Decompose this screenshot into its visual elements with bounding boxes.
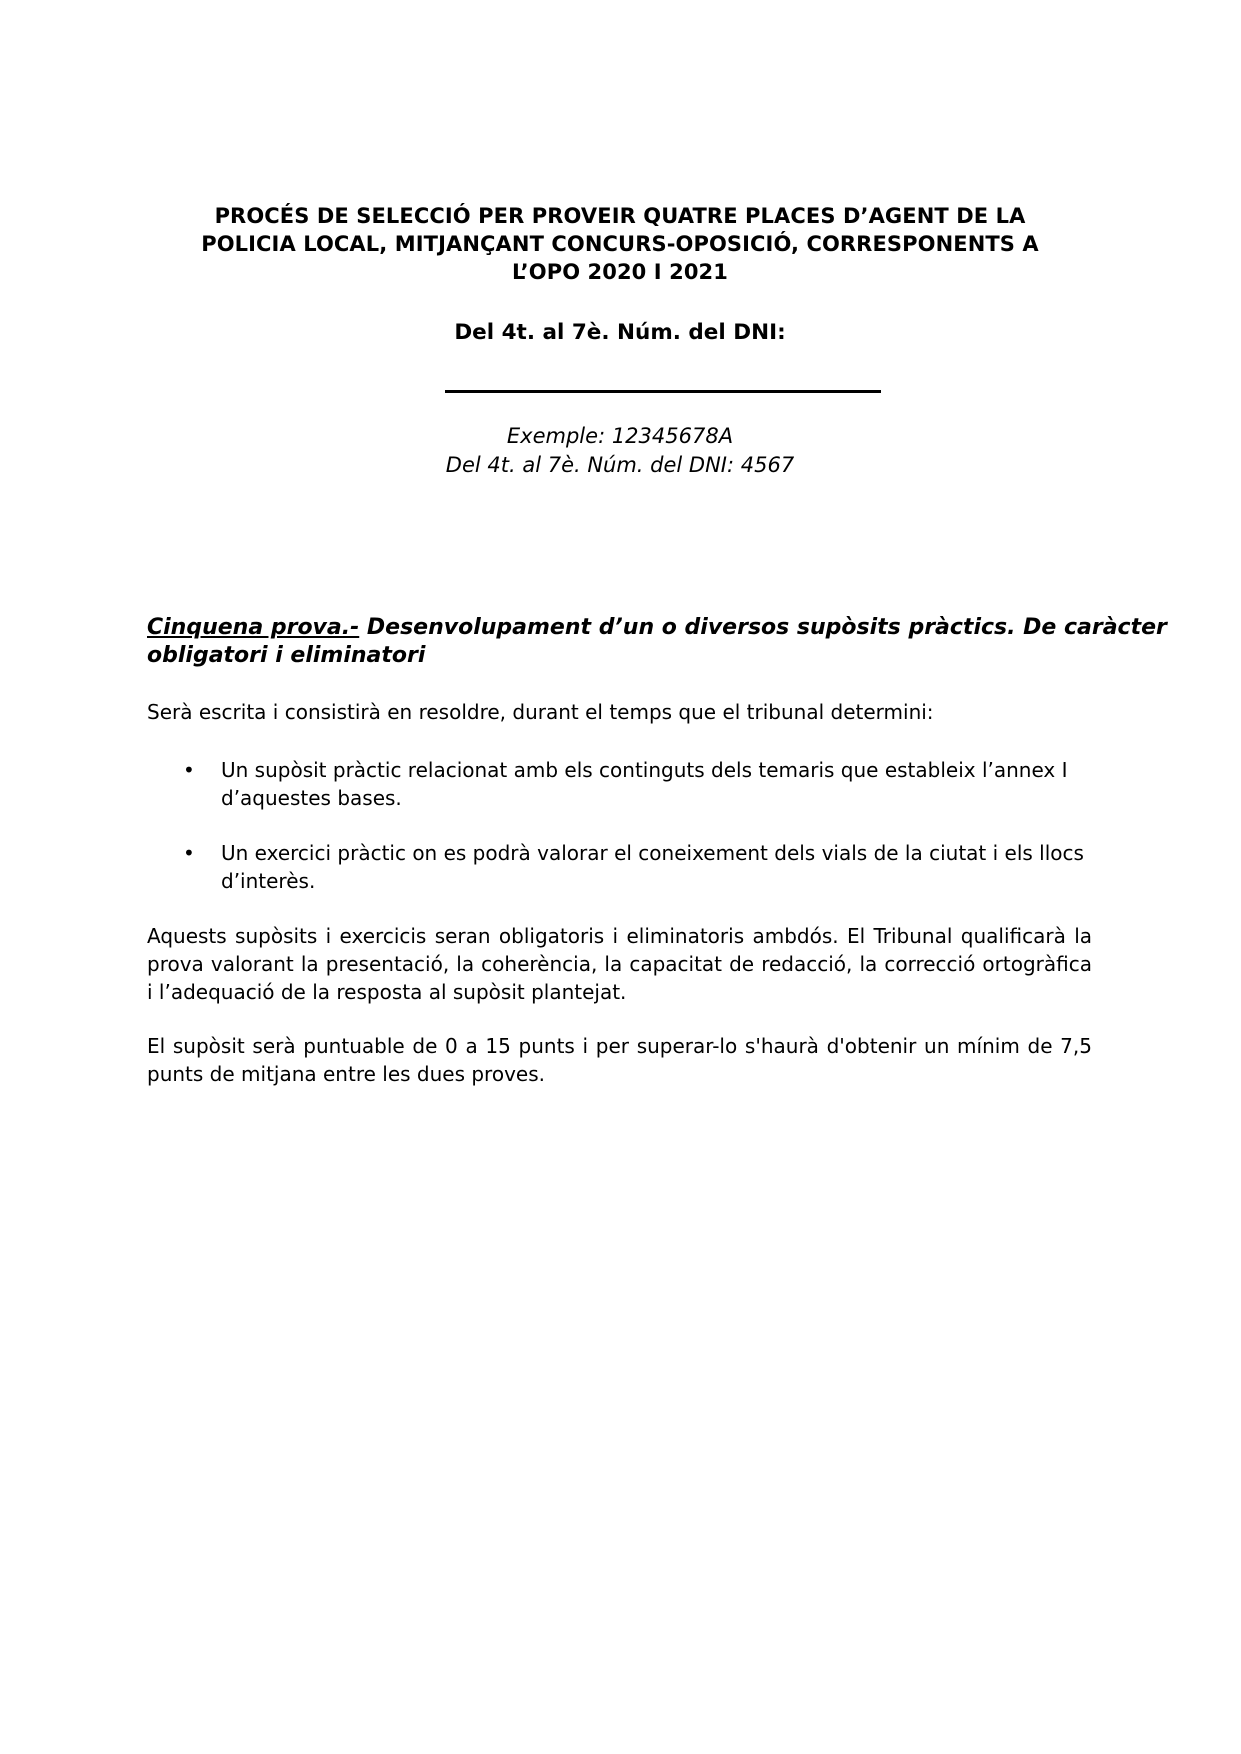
dni-example — [190, 422, 1050, 480]
section-heading-text: Desenvolupament d’un o diversos supòsits pràctics. De caràcter — [359, 615, 1167, 640]
dni-blank-line — [445, 390, 881, 393]
paragraph-line: i l’adequació de la resposta al supòsit plantejat. — [147, 980, 627, 1004]
list-item-line-1: Un supòsit pràctic relacionat amb els continguts dels temaris que estableix l’annex I — [221, 758, 1068, 782]
paragraph-line: Aquests supòsits i exercicis seran obligatoris i eliminatoris ambdós. El Tribunal qualificarà la — [147, 924, 1092, 948]
evaluation-paragraph — [147, 922, 1092, 1006]
example-line-2: Del 4t. al 7è. Núm. del DNI: 4567 — [445, 453, 795, 477]
scoring-paragraph — [147, 1032, 1092, 1088]
intro-paragraph: Serà escrita i consistirà en resoldre, durant el temps que el tribunal determini: — [147, 700, 934, 724]
bullet-icon: • — [183, 841, 195, 865]
example-line-1: Exemple: 12345678A — [506, 424, 734, 448]
dni-heading: Del 4t. al 7è. Núm. del DNI: — [454, 320, 786, 345]
section-heading-line-2: obligatori i eliminatori — [147, 643, 426, 668]
paragraph-line: prova valorant la presentació, la coherència, la capacitat de redacció, la correcció ortogràfica — [147, 952, 1092, 976]
title-line-3: L’OPO 2020 I 2021 — [512, 260, 728, 284]
title-line-2: POLICIA LOCAL, MITJANÇANT CONCURS-OPOSICIÓ, CORRESPONENTS A — [201, 232, 1039, 256]
section-label: Cinquena prova.- — [147, 615, 360, 640]
section-heading — [147, 614, 1167, 670]
bullet-icon: • — [183, 758, 195, 782]
paragraph-line: punts de mitjana entre les dues proves. — [147, 1062, 545, 1086]
list-item-line-2: d’aquestes bases. — [221, 786, 402, 810]
title-line-1: PROCÉS DE SELECCIÓ PER PROVEIR QUATRE PLACES D’AGENT DE LA — [214, 204, 1026, 228]
list-item-line-2: d’interès. — [221, 869, 316, 893]
list-item-line-1: Un exercici pràctic on es podrà valorar el coneixement dels vials de la ciutat i els llocs — [221, 841, 1084, 865]
paragraph-line: El supòsit serà puntuable de 0 a 15 punts i per superar-lo s'haurà d'obtenir un mínim de 7,5 — [147, 1034, 1092, 1058]
document-title — [190, 202, 1050, 286]
